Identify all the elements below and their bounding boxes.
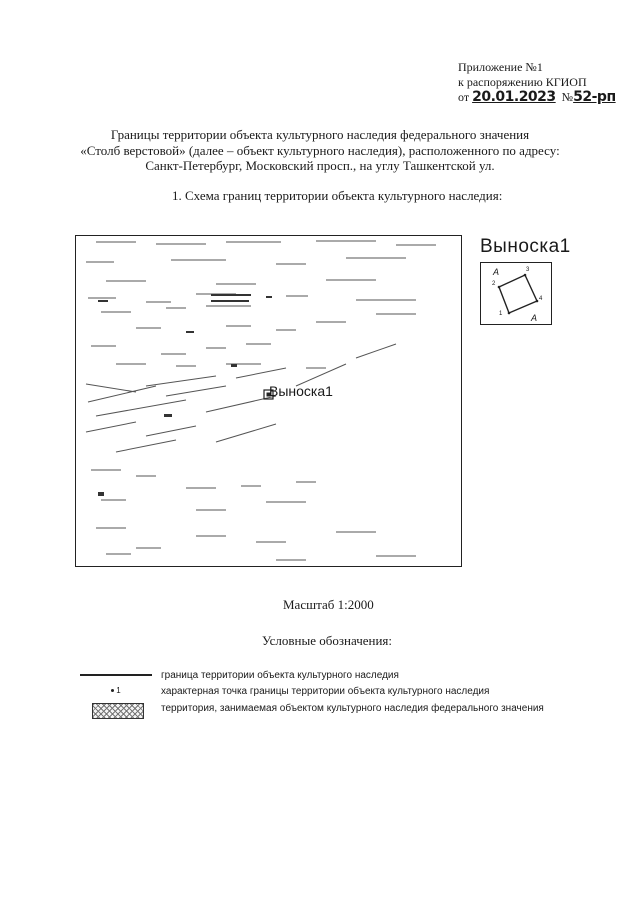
callout-point-1: 1 bbox=[499, 311, 503, 317]
point-dot-icon bbox=[111, 689, 114, 692]
callout-inset bbox=[480, 262, 552, 325]
section-heading: 1. Схема границ территории объекта культурного наследия: bbox=[172, 188, 503, 203]
legend-item-boundary: граница территории объекта культурного наследия bbox=[161, 670, 399, 681]
appendix-order: к распоряжению КГИОП bbox=[458, 75, 587, 89]
date-prefix: от bbox=[458, 90, 470, 104]
map-callout-label: Выноска1 bbox=[269, 383, 333, 399]
appendix-number: Приложение №1 bbox=[458, 60, 543, 74]
handwritten-number: 52-рп bbox=[573, 89, 616, 105]
handwritten-date: 20.01.2023 bbox=[472, 89, 556, 105]
title-line-3: Санкт-Петербург, Московский просп., на углу Ташкентской ул. bbox=[145, 158, 495, 173]
appendix-date-line bbox=[458, 90, 616, 105]
callout-point-2: 2 bbox=[492, 281, 496, 287]
callout-letter-a-top: А bbox=[493, 267, 500, 277]
number-prefix: № bbox=[561, 90, 574, 104]
legend-title: Условные обозначения: bbox=[262, 633, 393, 648]
legend-hatched-area bbox=[92, 703, 144, 719]
legend-item-point: характерная точка границы территории объекта культурного наследия bbox=[161, 686, 490, 697]
callout-letter-a-bottom: А bbox=[531, 313, 538, 323]
map-scale: Масштаб 1:2000 bbox=[283, 597, 374, 612]
callout-boundary-sketch bbox=[481, 263, 551, 324]
legend-point-marker bbox=[111, 686, 125, 694]
document-title bbox=[40, 127, 600, 174]
legend-point-number: 1 bbox=[116, 686, 121, 695]
title-line-2: «Столб верстовой» (далее – объект культурного наследия), расположенного по адресу: bbox=[80, 142, 560, 158]
boundary-map bbox=[75, 235, 462, 567]
callout-point-4: 4 bbox=[539, 296, 543, 302]
legend-boundary-line bbox=[80, 674, 152, 676]
legend-item-territory: территория, занимаемая объектом культурного наследия федерального значения bbox=[161, 703, 544, 714]
callout-point-3: 3 bbox=[526, 267, 530, 273]
map-sketch bbox=[76, 236, 462, 567]
title-line-1: Границы территории объекта культурного наследия федерального значения bbox=[110, 127, 530, 142]
callout-title: Выноска1 bbox=[480, 236, 571, 257]
appendix-header bbox=[458, 60, 616, 105]
